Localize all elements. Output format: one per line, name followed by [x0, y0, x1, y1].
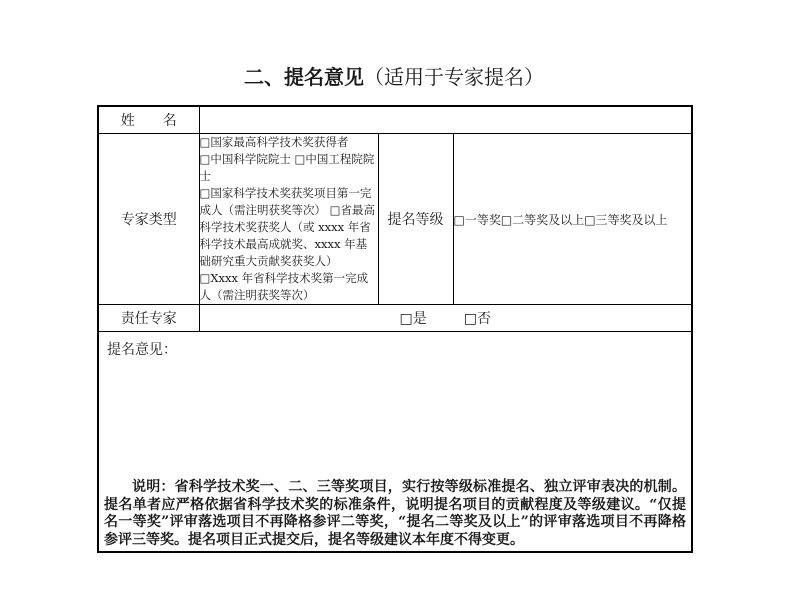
nomination-opinion-cell[interactable] [98, 332, 692, 553]
responsible-yes-checkbox[interactable]: □是 [399, 311, 427, 327]
expert-type-option[interactable]: □国家科学技术奖获奖项目第一完成人（需注明获奖等次） □省最高科学技术奖获奖人（或 xxxx 年省科学技术最高成就奖、xxxx 年基础研究重大贡献奖获奖人） □Xxxx 年省科学技术奖第一完成人（需注明获奖等次） [199, 186, 376, 302]
responsible-expert-label: 责任专家 [98, 305, 199, 332]
page-title [0, 64, 788, 90]
responsible-no-checkbox[interactable]: □否 [463, 311, 491, 327]
nomination-form-table [97, 105, 693, 553]
expert-type-option[interactable]: □中国科学院院士 □中国工程院院士 [199, 152, 375, 183]
page-title-main: 二、提名意见 [244, 65, 364, 89]
level-option-first-prize-checkbox[interactable]: □一等奖 [453, 212, 501, 227]
nomination-level-options-cell [453, 134, 692, 305]
level-option-third-prize-or-above-checkbox[interactable]: □三等奖及以上 [584, 212, 668, 227]
responsible-expert-row [98, 305, 692, 332]
expert-type-label: 专家类型 [98, 134, 199, 305]
level-option-second-prize-or-above-checkbox[interactable]: □二等奖及以上 [500, 212, 585, 227]
nomination-level-label: 提名等级 [378, 134, 453, 305]
nomination-opinion-label: 提名意见： [107, 342, 177, 358]
instructions-note: 说明：省科学技术奖一、二、三等奖项目，实行按等级标准提名、独立评审表决的机制。提名单者应严格依据省科学技术奖的标准条件，说明提名项目的贡献程度及等级建议。“仅提名一等奖”评审落选项目不再降格参评二等奖，“提名二等奖及以上”的评审落选项目不再降格参评三等奖。提名项目正式提交后，提名等级建议本年度不得变更。 [104, 479, 686, 548]
name-value-cell[interactable] [199, 106, 692, 134]
expert-type-row [98, 134, 692, 305]
page-title-subtitle: （适用于专家提名） [364, 65, 544, 89]
nomination-opinion-row [98, 332, 692, 553]
expert-type-options-cell[interactable] [199, 134, 378, 305]
expert-type-option[interactable]: □国家最高科学技术奖获得者 [199, 135, 349, 149]
responsible-expert-value-cell [199, 305, 692, 332]
name-row [98, 106, 692, 134]
name-label: 姓 名 [98, 106, 199, 134]
